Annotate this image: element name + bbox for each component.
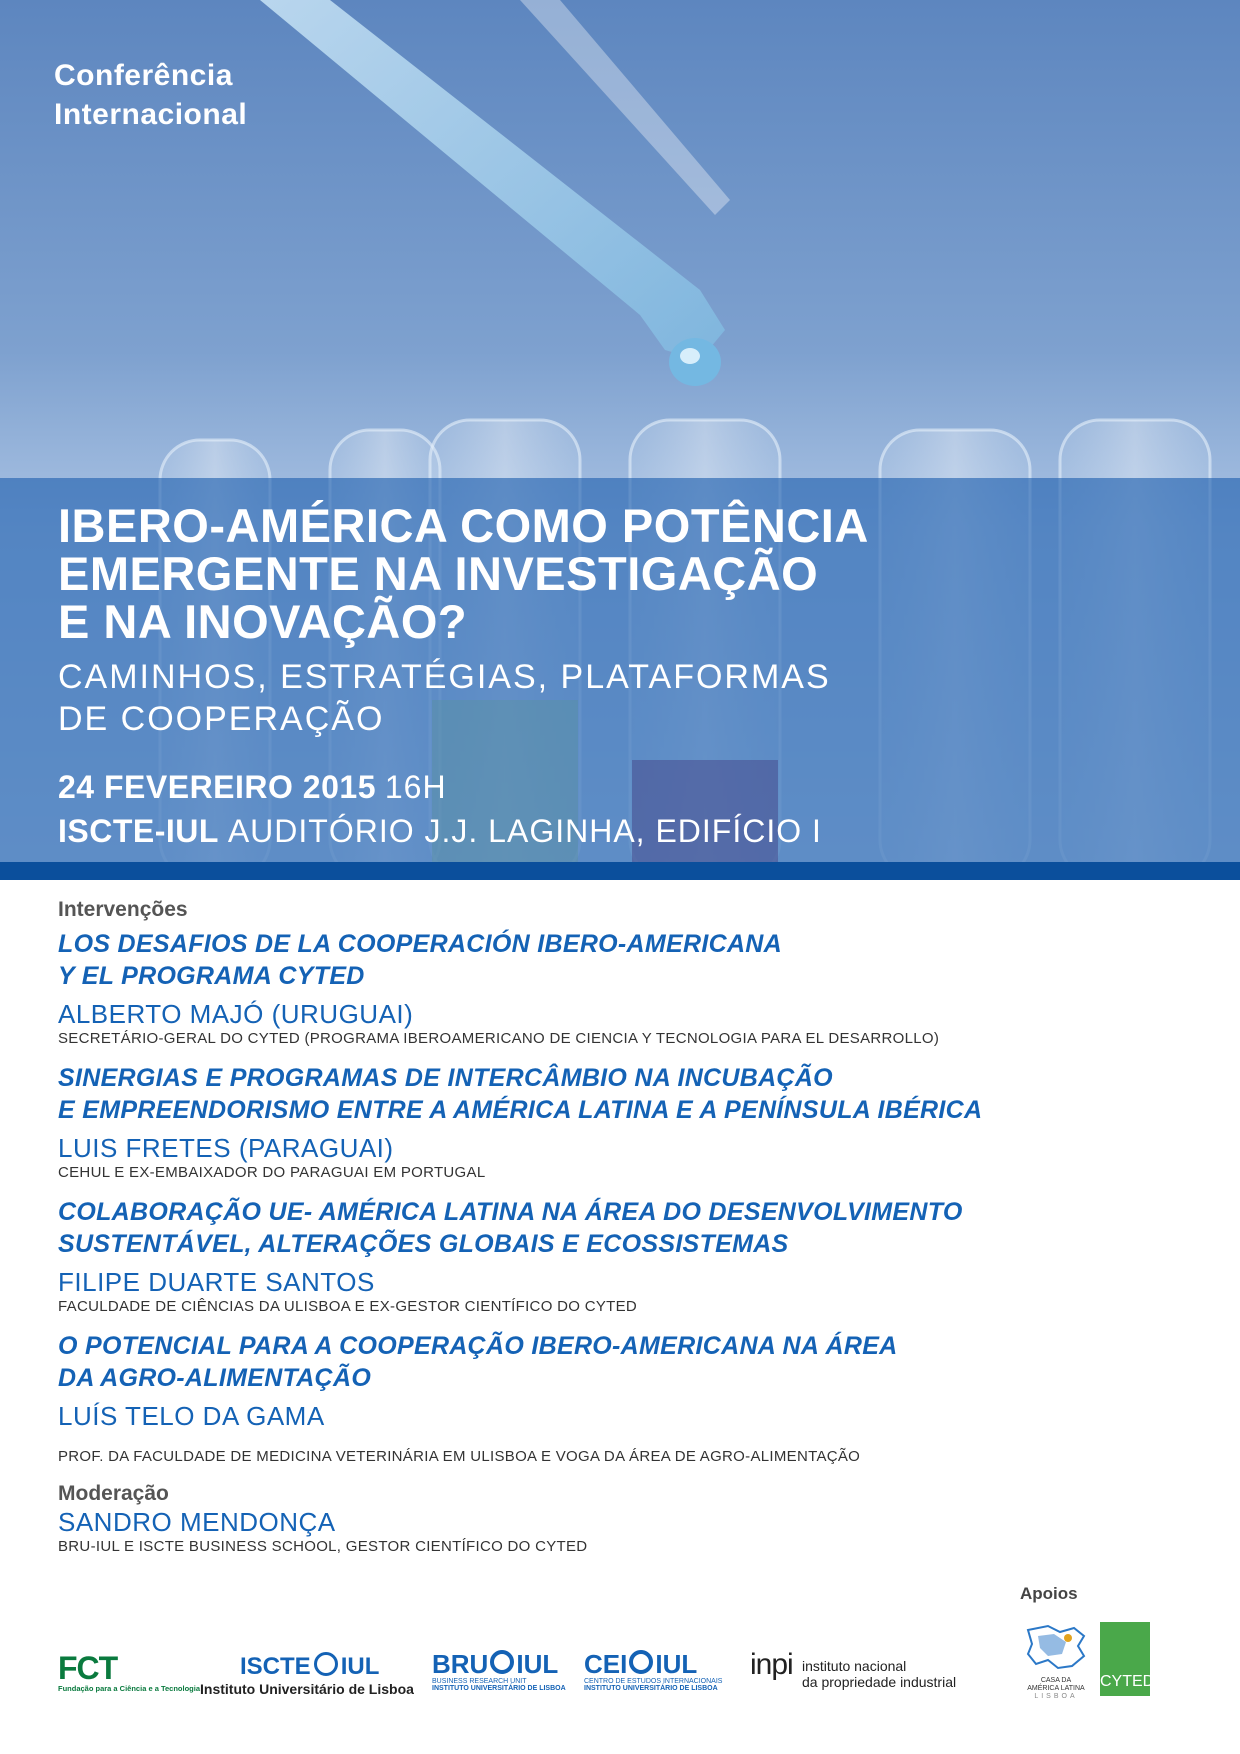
- speaker-role: PROF. DA FACULDADE DE MEDICINA VETERINÁRIA EM ULISBOA E VOGA DA ÁREA DE AGRO-ALIMENTAÇÃO: [58, 1448, 861, 1465]
- iscte-iul-logo: [200, 1652, 420, 1697]
- iscte-mark-right: IUL: [340, 1653, 380, 1680]
- casa-map-icon: [1018, 1622, 1094, 1672]
- event-subtitle-line: DE COOPERAÇÃO: [58, 700, 385, 738]
- talk-title-line: COLABORAÇÃO UE- AMÉRICA LATINA NA ÁREA DO DESENVOLVIMENTO: [58, 1198, 963, 1226]
- cyted-logo: [1100, 1622, 1155, 1696]
- bru-mark-left: BRU: [432, 1649, 489, 1679]
- event-venue-org: ISCTE-IUL: [58, 813, 219, 849]
- inpi-caption-2: da propriedade industrial: [802, 1674, 957, 1690]
- talk-title-line: E EMPREENDORISMO ENTRE A AMÉRICA LATINA E A PENÍNSULA IBÉRICA: [58, 1096, 983, 1124]
- event-title: [58, 499, 1208, 648]
- cyted-mark: CYTED: [1100, 1673, 1155, 1690]
- conference-line-2: Internacional: [54, 98, 248, 131]
- speaker-name: LUIS FRETES (PARAGUAI): [58, 1133, 394, 1163]
- event-datetime: [58, 765, 822, 853]
- event-title-line: E NA INOVAÇÃO?: [58, 595, 468, 648]
- event-venue: AUDITÓRIO J.J. LAGINHA, EDIFÍCIO I: [227, 813, 822, 849]
- event-title-line: EMERGENTE NA INVESTIGAÇÃO: [58, 547, 819, 600]
- cei-caption-2: INSTITUTO UNIVERSITÁRIO DE LISBOA: [584, 1685, 718, 1692]
- speaker-role: FACULDADE DE CIÊNCIAS DA ULISBOA E EX-GESTOR CIENTÍFICO DO CYTED: [58, 1298, 638, 1315]
- globe-icon: [314, 1652, 338, 1676]
- moderator-role: BRU-IUL E ISCTE BUSINESS SCHOOL, GESTOR CIENTÍFICO DO CYTED: [58, 1538, 588, 1555]
- talk-title: [58, 1196, 1208, 1260]
- casa-caption-1: CASA DA: [1040, 1677, 1072, 1684]
- bru-mark-right: IUL: [516, 1649, 559, 1679]
- inpi-mark: inpi: [750, 1648, 793, 1681]
- fct-mark: FCT: [58, 1650, 118, 1686]
- event-date: 24 FEVEREIRO 2015: [58, 769, 376, 805]
- event-subtitle-line: CAMINHOS, ESTRATÉGIAS, PLATAFORMAS: [58, 658, 831, 696]
- talk-item: [58, 1062, 1208, 1182]
- iscte-mark-left: ISCTE: [240, 1653, 311, 1680]
- apoios-label: Apoios: [1020, 1584, 1078, 1603]
- event-time: 16H: [384, 769, 447, 805]
- talk-title: [58, 1062, 1208, 1126]
- cei-caption-1: CENTRO DE ESTUDOS INTERNACIONAIS: [584, 1678, 723, 1685]
- moderation-heading: Moderação: [58, 1482, 169, 1505]
- talk-item: [58, 1196, 1208, 1316]
- moderator-name: SANDRO MENDONÇA: [58, 1507, 336, 1537]
- speaker-role: SECRETÁRIO-GERAL DO CYTED (PROGRAMA IBEROAMERICANO DE CIENCIA Y TECNOLOGIA PARA EL DESARROLLO): [58, 1030, 940, 1047]
- talk-item: [58, 928, 1208, 1048]
- bru-caption-2: INSTITUTO UNIVERSITÁRIO DE LISBOA: [432, 1685, 566, 1692]
- speaker-role: CEHUL E EX-EMBAIXADOR DO PARAGUAI EM PORTUGAL: [58, 1164, 486, 1181]
- talk-title-line: SUSTENTÁVEL, ALTERAÇÕES GLOBAIS E ECOSSISTEMAS: [58, 1230, 789, 1258]
- talk-title-line: LOS DESAFIOS DE LA COOPERACIÓN IBERO-AMERICANA: [58, 930, 783, 958]
- globe-icon: [629, 1650, 653, 1674]
- speaker-name: ALBERTO MAJÓ (URUGUAI): [58, 999, 414, 1029]
- conference-label: [54, 56, 247, 134]
- globe-icon: [490, 1650, 514, 1674]
- speaker-name: FILIPE DUARTE SANTOS: [58, 1267, 375, 1297]
- inpi-caption-1: instituto nacional: [802, 1658, 907, 1674]
- bru-iul-logo: [432, 1650, 572, 1692]
- conference-line-1: Conferência: [54, 59, 233, 92]
- cei-iul-logo: [584, 1650, 734, 1692]
- talk-title: [58, 1330, 1208, 1394]
- event-subtitle: [58, 656, 831, 740]
- casa-caption-3: LISBOA: [1034, 1693, 1078, 1700]
- bru-caption-1: BUSINESS RESEARCH UNIT: [432, 1678, 527, 1685]
- inpi-logo: [750, 1648, 957, 1696]
- talk-title-line: O POTENCIAL PARA A COOPERAÇÃO IBERO-AMERICANA NA ÁREA: [58, 1332, 898, 1360]
- moderator-item: [58, 1506, 1208, 1556]
- talk-title-line: Y EL PROGRAMA CYTED: [58, 962, 365, 990]
- speaker-name: LUÍS TELO DA GAMA: [58, 1401, 325, 1431]
- talk-title-line: DA AGRO-ALIMENTAÇÃO: [58, 1364, 372, 1392]
- iscte-caption: Instituto Universitário de Lisboa: [200, 1681, 414, 1697]
- talk-title-line: SINERGIAS E PROGRAMAS DE INTERCÂMBIO NA INCUBAÇÃO: [58, 1064, 833, 1092]
- title-band-rule: [0, 862, 1240, 880]
- fct-caption: Fundação para a Ciência e a Tecnologia: [58, 1684, 200, 1693]
- cei-mark-right: IUL: [655, 1649, 698, 1679]
- interventions-heading: Intervenções: [58, 898, 188, 921]
- casa-caption-2: AMÉRICA LATINA: [1027, 1685, 1085, 1692]
- casa-america-latina-logo: [1018, 1622, 1094, 1698]
- event-title-line: IBERO-AMÉRICA COMO POTÊNCIA: [58, 499, 869, 552]
- talk-item: [58, 1330, 1208, 1466]
- talk-title: [58, 928, 1208, 992]
- fct-logo: [58, 1650, 200, 1693]
- cei-mark-left: CEI: [584, 1649, 628, 1679]
